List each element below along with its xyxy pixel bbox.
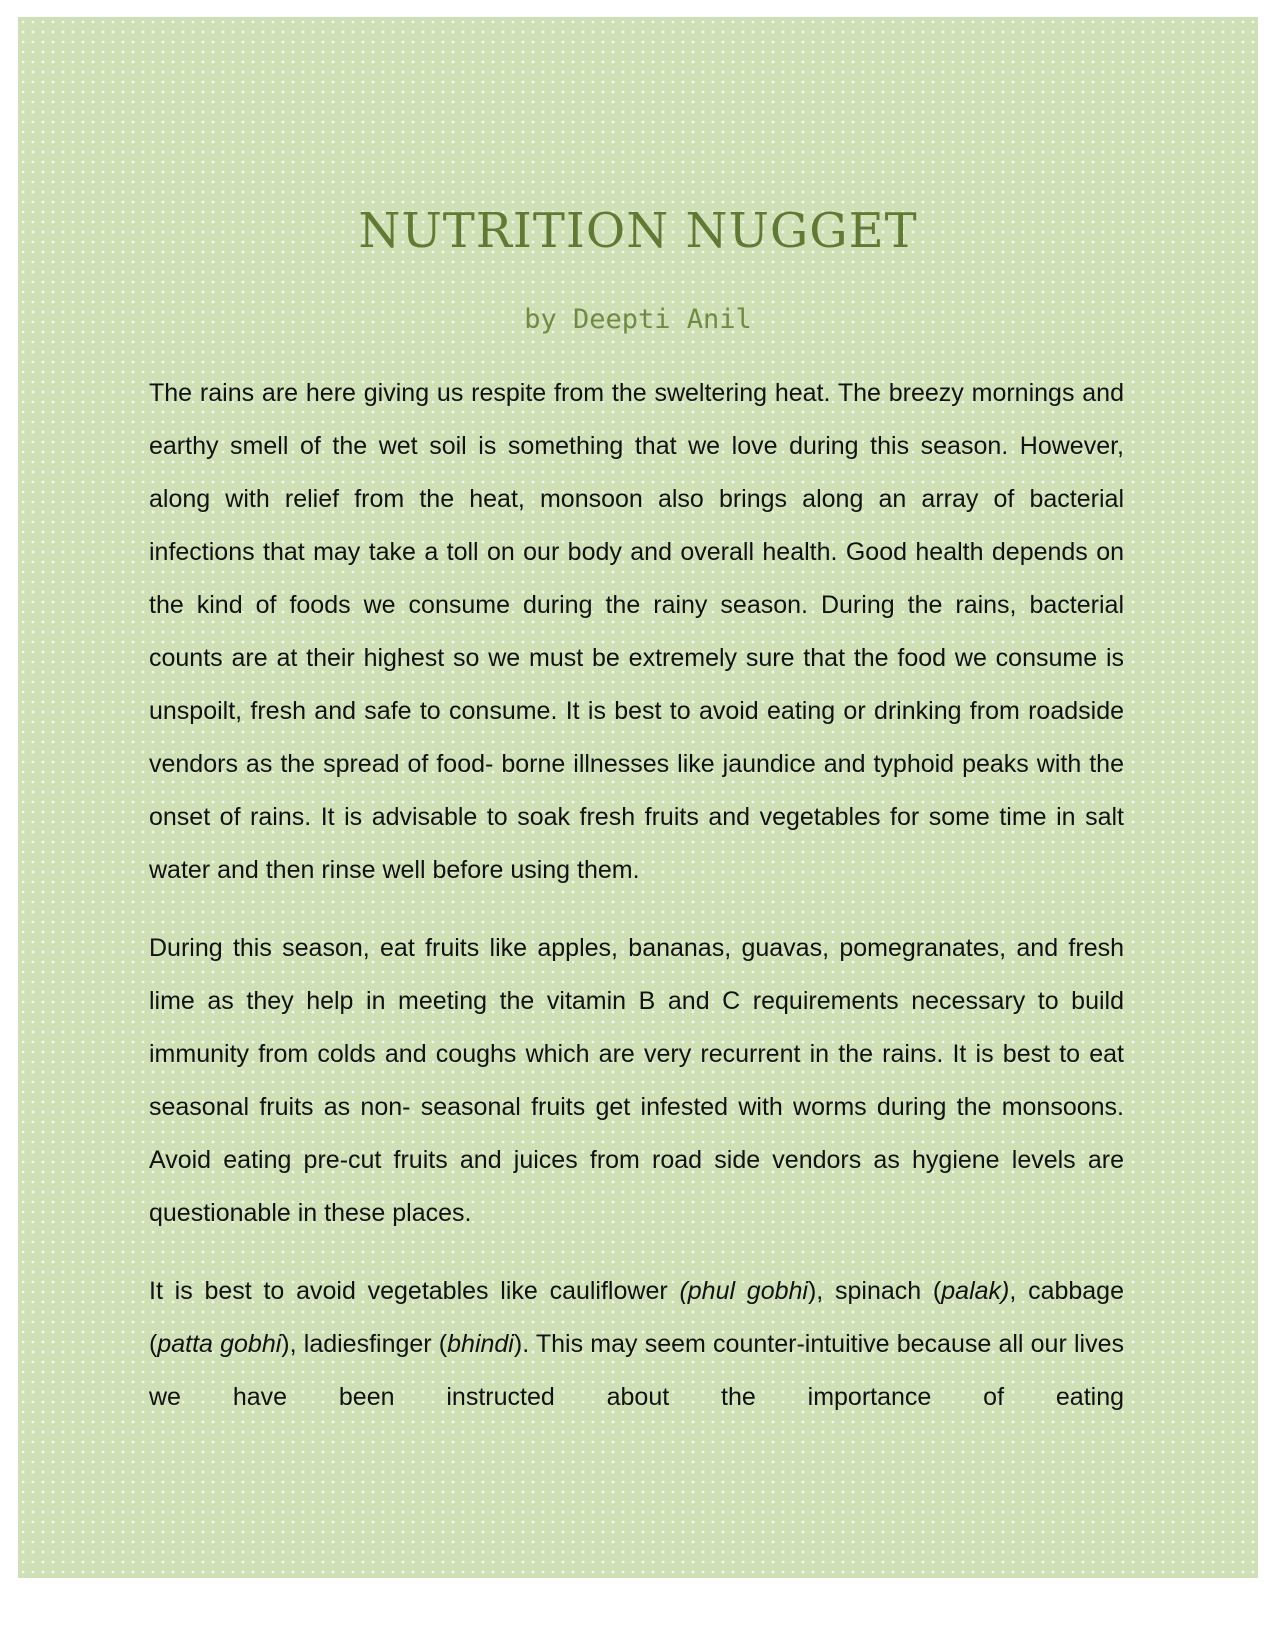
document-page (18, 17, 1258, 1578)
paragraph-3-text-5: ). This may seem counter-intuitive because all our lives we have been instructed about the importance of eating (149, 1330, 1124, 1411)
paragraph-3 (149, 1265, 1124, 1424)
paragraph-3-text-3: , cabbage ( (149, 1277, 1124, 1358)
paragraph-1: The rains are here giving us respite from the sweltering heat. The breezy mornings and earthy smell of the wet soil is something that we love during this season. However, along with relief from the heat, monsoon also brings along an array of bacterial infections that may take a toll on our body and overall health. Good health depends on the kind of foods we consume during the rainy season. During the rains, bacterial counts are at their highest so we must be extremely sure that the food we consume is unspoilt, fresh and safe to consume. It is best to avoid eating or drinking from roadside vendors as the spread of food- borne illnesses like jaundice and typhoid peaks with the onset of rains. It is advisable to soak fresh fruits and vegetables for some time in salt water and then rinse well before using them. (149, 379, 1124, 884)
paragraph-3-text-4: ), ladiesfinger ( (281, 1330, 448, 1358)
paragraph-3-italic-2: palak) (941, 1277, 1010, 1305)
article-title: NUTRITION NUGGET (358, 203, 918, 259)
article-byline: by Deepti Anil (524, 304, 752, 335)
article-body (149, 367, 1124, 1424)
paragraph-3-text-2: ), spinach ( (807, 1277, 942, 1305)
paragraph-2: During this season, eat fruits like apples, bananas, guavas, pomegranates, and fresh lime as they help in meeting the vitamin B and C requirements necessary to build immunity from colds and coughs which are very recurrent in the rains. It is best to eat seasonal fruits as non- seasonal fruits get infested with worms during the monsoons. Avoid eating pre-cut fruits and juices from road side vendors as hygiene levels are questionable in these places. (149, 934, 1124, 1227)
paragraph-3-italic-3: patta gobhi (157, 1330, 282, 1358)
paragraph-3-italic-4: bhindi (447, 1330, 514, 1358)
paragraph-3-italic-1: (phul gobhi (679, 1277, 808, 1305)
paragraph-3-text-1: It is best to avoid vegetables like cauliflower (149, 1277, 680, 1305)
